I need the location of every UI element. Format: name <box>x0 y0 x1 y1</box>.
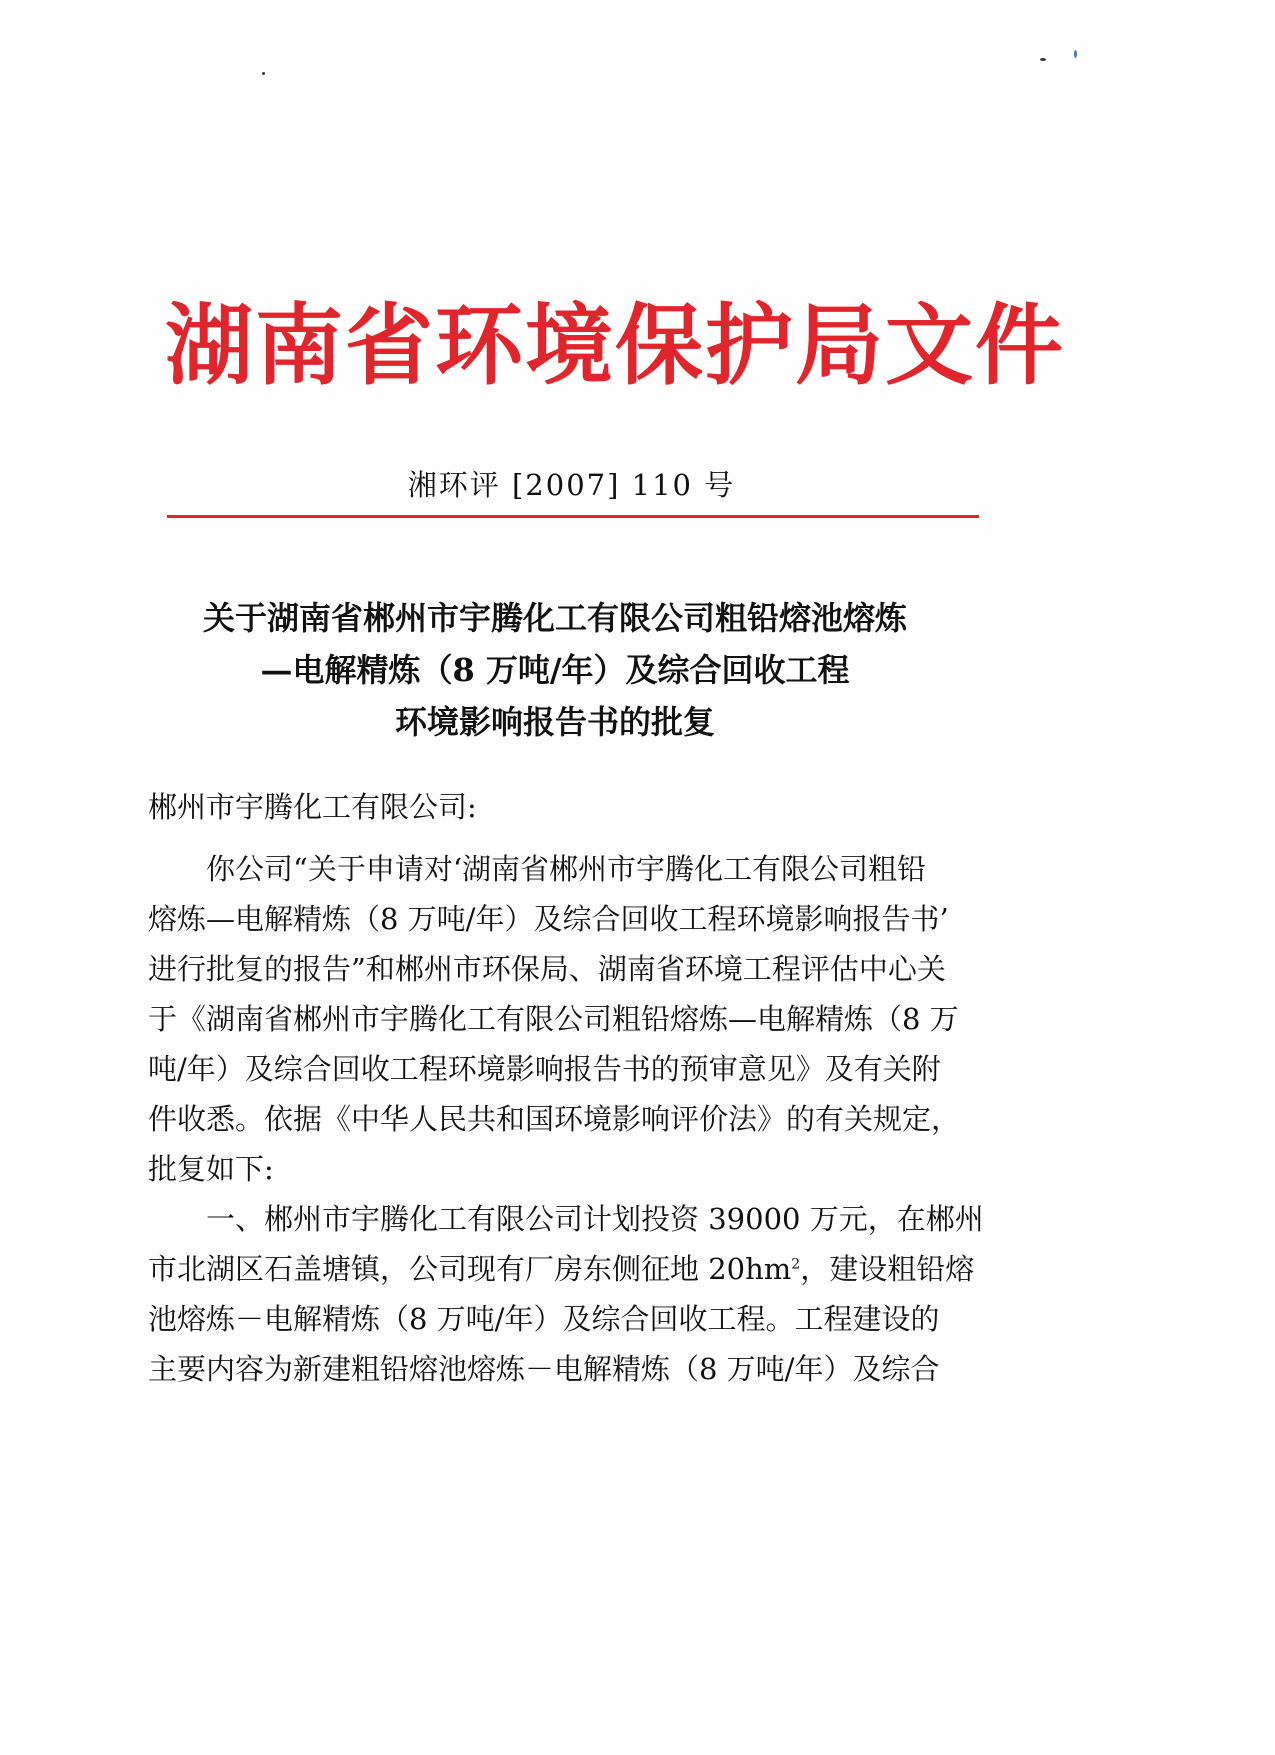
paragraph-line: 进行批复的报告”和郴州市环保局、湖南省环境工程评估中心关 <box>148 952 946 986</box>
paragraph-line: 主要内容为新建粗铅熔池熔炼－电解精炼（8 万吨/年）及综合 <box>148 1352 940 1386</box>
paragraph-text: 市北湖区石盖塘镇，公司现有厂房东侧征地 20hm <box>148 1252 792 1286</box>
paragraph-line: 批复如下: <box>148 1152 274 1186</box>
paragraph-line: 于《湖南省郴州市宇腾化工有限公司粗铅熔炼—电解精炼（8 万 <box>148 1002 959 1036</box>
masthead-title: 湖南省环境保护局文件 <box>165 293 1066 397</box>
scan-speck <box>1074 50 1077 58</box>
document-title <box>150 592 960 748</box>
paragraph-line: 你公司“关于申请对‘湖南省郴州市宇腾化工有限公司粗铅 <box>206 852 927 886</box>
document-number: 湘环评 [2007] 110 号 <box>407 468 736 502</box>
addressee: 郴州市宇腾化工有限公司: <box>148 790 477 824</box>
document-body <box>148 782 984 1394</box>
paragraph-line: 一、郴州市宇腾化工有限公司计划投资 39000 万元，在郴州 <box>206 1202 984 1236</box>
superscript: 2 <box>791 1256 801 1273</box>
paragraph-text: ，建设粗铅熔 <box>800 1252 975 1286</box>
document-title-line: 关于湖南省郴州市宇腾化工有限公司粗铅熔池熔炼 <box>202 599 907 637</box>
paragraph-line: 熔炼—电解精炼（8 万吨/年）及综合回收工程环境影响报告书’ <box>148 902 949 936</box>
paragraph-line <box>148 1244 975 1294</box>
scan-speck <box>262 72 265 75</box>
scan-speck <box>1040 58 1046 61</box>
red-divider-line <box>167 515 979 518</box>
document-title-line: —电解精炼（8 万吨/年）及综合回收工程 <box>260 651 850 689</box>
document-title-line: 环境影响报告书的批复 <box>394 703 715 741</box>
paragraph-line: 件收悉。依据《中华人民共和国环境影响评价法》的有关规定， <box>148 1102 961 1136</box>
paragraph-line: 池熔炼－电解精炼（8 万吨/年）及综合回收工程。工程建设的 <box>148 1302 940 1336</box>
paragraph-line: 吨/年）及综合回收工程环境影响报告书的预审意见》及有关附 <box>148 1052 941 1086</box>
